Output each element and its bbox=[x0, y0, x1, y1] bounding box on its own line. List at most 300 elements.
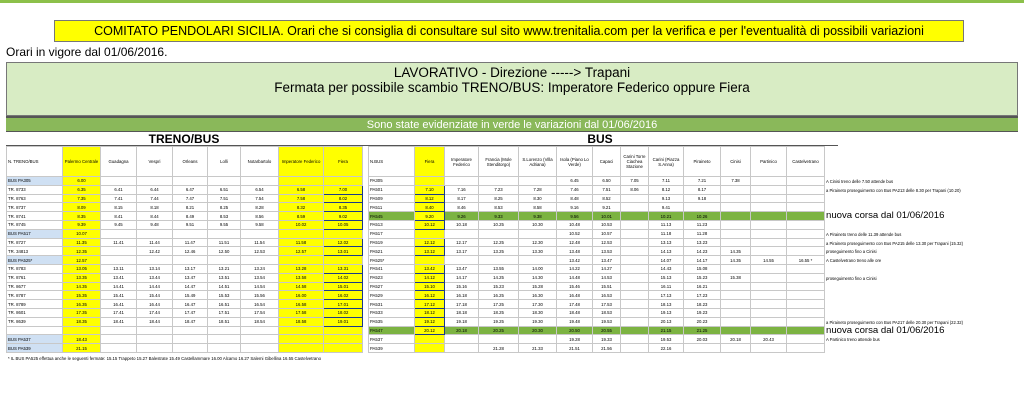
table-cell: 11.51 bbox=[208, 238, 241, 247]
table-cell: 21.25 bbox=[684, 326, 721, 335]
note: nuova corsa dal 01/06/2016 bbox=[826, 210, 945, 222]
table-cell: 8.59 bbox=[279, 212, 324, 221]
table-cell bbox=[519, 256, 557, 265]
table-cell bbox=[787, 308, 825, 317]
column-header: Lolli bbox=[208, 147, 241, 177]
table-row bbox=[369, 212, 825, 221]
table-cell bbox=[684, 344, 721, 353]
table-cell: 16.41 bbox=[101, 300, 137, 309]
table-cell: 9.26 bbox=[445, 212, 479, 221]
table-cell bbox=[751, 194, 787, 203]
table-cell bbox=[787, 229, 825, 238]
table-row bbox=[369, 308, 825, 317]
table-cell bbox=[445, 256, 479, 265]
validity-date: Orari in vigore dal 01/06/2016. bbox=[6, 45, 168, 59]
table-cell: 15.35 bbox=[63, 291, 101, 300]
table-cell: 15.28 bbox=[519, 282, 557, 291]
table-cell: 13.44 bbox=[137, 273, 173, 282]
table-cell: 18.51 bbox=[208, 317, 241, 326]
bus-section-header: BUS bbox=[362, 133, 838, 146]
table-cell: BUS PA305 bbox=[7, 177, 63, 186]
table-cell: 6.35 bbox=[63, 185, 101, 194]
table-cell bbox=[241, 326, 279, 335]
table-cell: 18.44 bbox=[137, 317, 173, 326]
table-cell: BUS PA517 bbox=[7, 229, 63, 238]
table-cell: 14.47 bbox=[173, 282, 208, 291]
table-cell: 18.48 bbox=[557, 308, 593, 317]
column-header: Vespri bbox=[137, 147, 173, 177]
note: nuova corsa dal 01/06/2016 bbox=[826, 324, 945, 336]
table-cell: TR. 8745 bbox=[7, 220, 63, 229]
table-cell bbox=[621, 194, 649, 203]
table-cell: 10.07 bbox=[63, 229, 101, 238]
table-cell bbox=[787, 238, 825, 247]
table-cell bbox=[173, 326, 208, 335]
table-cell: 21.51 bbox=[557, 344, 593, 353]
table-cell: 16.58 bbox=[279, 300, 324, 309]
table-cell: 13.28 bbox=[279, 264, 324, 273]
column-header: Carini Torre Ciachea Stazione bbox=[621, 147, 649, 177]
table-cell bbox=[279, 335, 324, 344]
table-cell: 12.57 bbox=[63, 256, 101, 265]
table-cell bbox=[415, 229, 445, 238]
table-cell bbox=[787, 177, 825, 186]
table-cell: 15.49 bbox=[173, 291, 208, 300]
table-cell bbox=[519, 177, 557, 186]
table-cell: 11.54 bbox=[241, 238, 279, 247]
table-row bbox=[7, 317, 363, 326]
table-cell: 17.01 bbox=[324, 300, 363, 309]
table-cell: 14.55 bbox=[751, 256, 787, 265]
table-cell: 14.54 bbox=[241, 282, 279, 291]
table-cell: 16.00 bbox=[279, 291, 324, 300]
table-cell: 8.44 bbox=[137, 212, 173, 221]
table-cell: 18.12 bbox=[415, 308, 445, 317]
table-cell: 15.51 bbox=[593, 282, 621, 291]
table-cell: PA519 bbox=[369, 238, 415, 247]
table-cell: 15.38 bbox=[721, 273, 751, 282]
table-row bbox=[369, 264, 825, 273]
table-cell: 20.18 bbox=[445, 326, 479, 335]
table-row bbox=[7, 282, 363, 291]
table-cell: TR. 8787 bbox=[7, 291, 63, 300]
table-cell: 19.12 bbox=[415, 317, 445, 326]
table-cell bbox=[787, 185, 825, 194]
title-box bbox=[6, 62, 1018, 116]
table-cell: 8.17 bbox=[684, 185, 721, 194]
table-cell bbox=[751, 238, 787, 247]
table-cell: 10.26 bbox=[684, 212, 721, 221]
column-header: Palermo Centrale bbox=[63, 147, 101, 177]
table-cell: 16.11 bbox=[649, 282, 684, 291]
table-row bbox=[7, 256, 363, 265]
table-cell: 16.02 bbox=[324, 291, 363, 300]
table-cell bbox=[721, 264, 751, 273]
note: a Piraineto proseguimento con Bus PA213 delle 8.30 per Trapani (10.20) bbox=[826, 187, 961, 193]
table-cell: BUS PA525* bbox=[7, 256, 63, 265]
table-cell: 19.48 bbox=[557, 317, 593, 326]
table-cell: 13.55 bbox=[479, 264, 519, 273]
table-cell: 21.15 bbox=[649, 326, 684, 335]
table-cell: PA501 bbox=[369, 185, 415, 194]
table-cell: 20.43 bbox=[751, 335, 787, 344]
table-cell: 14.30 bbox=[519, 273, 557, 282]
column-header: Fiera bbox=[324, 147, 363, 177]
table-cell: 13.23 bbox=[684, 238, 721, 247]
table-cell: 18.23 bbox=[684, 300, 721, 309]
table-cell: 9.48 bbox=[137, 220, 173, 229]
table-cell: 10.57 bbox=[593, 229, 621, 238]
table-cell: 8.53 bbox=[479, 203, 519, 212]
table-cell: 10.30 bbox=[519, 220, 557, 229]
table-row bbox=[369, 229, 825, 238]
table-cell: 7.38 bbox=[721, 177, 751, 186]
table-cell: 8.15 bbox=[101, 203, 137, 212]
table-cell: 16.18 bbox=[445, 291, 479, 300]
table-cell: 14.58 bbox=[279, 282, 324, 291]
table-cell bbox=[621, 256, 649, 265]
table-cell: 14.02 bbox=[324, 273, 363, 282]
table-cell: 7.47 bbox=[173, 194, 208, 203]
table-cell: 6.58 bbox=[279, 185, 324, 194]
table-cell: 20.13 bbox=[649, 317, 684, 326]
table-cell: 13.25 bbox=[479, 247, 519, 256]
note: proseguimento fino a Cinisi bbox=[826, 249, 877, 255]
table-cell bbox=[101, 344, 137, 353]
train-section-header: TRENO/BUS bbox=[6, 133, 362, 146]
table-cell bbox=[241, 229, 279, 238]
table-cell bbox=[751, 300, 787, 309]
table-cell: 7.11 bbox=[649, 177, 684, 186]
table-cell bbox=[173, 177, 208, 186]
table-cell: 18.54 bbox=[241, 317, 279, 326]
table-cell: 13.35 bbox=[63, 273, 101, 282]
table-cell: 14.35 bbox=[63, 282, 101, 291]
table-cell: 17.30 bbox=[519, 300, 557, 309]
table-row bbox=[7, 308, 363, 317]
table-cell bbox=[787, 273, 825, 282]
table-cell: 21.28 bbox=[479, 344, 519, 353]
table-cell: 16.35 bbox=[63, 300, 101, 309]
table-cell bbox=[621, 212, 649, 221]
table-row bbox=[369, 300, 825, 309]
table-cell bbox=[137, 344, 173, 353]
table-cell bbox=[621, 238, 649, 247]
table-cell: 17.35 bbox=[63, 308, 101, 317]
table-cell: 16.54 bbox=[241, 300, 279, 309]
table-cell: 8.21 bbox=[173, 203, 208, 212]
table-cell: TR. 8737 bbox=[7, 203, 63, 212]
table-cell bbox=[279, 177, 324, 186]
table-cell: 12.25 bbox=[479, 238, 519, 247]
table-cell: 8.35 bbox=[324, 203, 363, 212]
table-cell: 19.53 bbox=[649, 335, 684, 344]
table-cell bbox=[479, 177, 519, 186]
table-cell bbox=[751, 282, 787, 291]
table-cell bbox=[101, 256, 137, 265]
table-cell bbox=[445, 344, 479, 353]
table-cell: 15.56 bbox=[241, 291, 279, 300]
table-row bbox=[369, 326, 825, 335]
bus-timetable bbox=[368, 146, 825, 353]
table-cell: 9.16 bbox=[557, 203, 593, 212]
note: A Castelvetrano treno alle ore bbox=[826, 258, 882, 264]
table-cell: 18.58 bbox=[279, 317, 324, 326]
table-cell bbox=[137, 335, 173, 344]
table-cell: 12.02 bbox=[324, 238, 363, 247]
table-cell bbox=[279, 326, 324, 335]
table-cell bbox=[751, 203, 787, 212]
table-cell: TR. 8601 bbox=[7, 308, 63, 317]
table-cell: 14.27 bbox=[593, 264, 621, 273]
table-cell: 8.56 bbox=[241, 212, 279, 221]
table-cell: 9.33 bbox=[479, 212, 519, 221]
table-cell bbox=[621, 264, 649, 273]
table-cell: 13.47 bbox=[593, 256, 621, 265]
table-cell: 19.18 bbox=[445, 317, 479, 326]
table-cell: 20.12 bbox=[415, 326, 445, 335]
table-cell: 13.42 bbox=[415, 264, 445, 273]
table-cell: PA537 bbox=[369, 335, 415, 344]
table-cell bbox=[324, 344, 363, 353]
table-cell: 6.47 bbox=[173, 185, 208, 194]
table-cell bbox=[479, 229, 519, 238]
table-cell: 7.35 bbox=[63, 194, 101, 203]
table-row bbox=[7, 203, 363, 212]
table-cell: 6.00 bbox=[63, 177, 101, 186]
table-cell: PA541 bbox=[369, 264, 415, 273]
table-cell: 9.38 bbox=[519, 212, 557, 221]
table-cell: 14.35 bbox=[721, 256, 751, 265]
table-cell: 11.28 bbox=[684, 229, 721, 238]
table-cell bbox=[63, 326, 101, 335]
table-cell: 20.30 bbox=[519, 326, 557, 335]
table-cell: 16.30 bbox=[519, 291, 557, 300]
table-cell bbox=[324, 326, 363, 335]
table-cell bbox=[787, 212, 825, 221]
table-cell: 21.33 bbox=[519, 344, 557, 353]
table-cell: 7.23 bbox=[479, 185, 519, 194]
table-cell: 14.43 bbox=[649, 264, 684, 273]
table-cell: 21.56 bbox=[593, 344, 621, 353]
table-cell bbox=[787, 220, 825, 229]
table-cell: 18.41 bbox=[101, 317, 137, 326]
table-cell bbox=[137, 256, 173, 265]
table-cell: 7.00 bbox=[324, 185, 363, 194]
table-cell bbox=[415, 177, 445, 186]
table-cell bbox=[324, 229, 363, 238]
table-cell: 11.44 bbox=[137, 238, 173, 247]
table-cell bbox=[137, 326, 173, 335]
table-cell: 8.40 bbox=[415, 203, 445, 212]
table-cell: 13.51 bbox=[208, 273, 241, 282]
table-cell: 14.25 bbox=[479, 273, 519, 282]
table-row bbox=[7, 273, 363, 282]
table-cell: 15.23 bbox=[684, 273, 721, 282]
table-cell: 8.12 bbox=[415, 194, 445, 203]
table-cell: 7.28 bbox=[519, 185, 557, 194]
table-cell: 16.48 bbox=[557, 291, 593, 300]
committee-banner: COMITATO PENDOLARI SICILIA. Orari che si consiglia di consultare sul sito www.trenitalia.com per la verifica e per l'eventualità di possibili variazioni bbox=[54, 20, 964, 42]
table-cell: 14.22 bbox=[557, 264, 593, 273]
table-cell: 10.25 bbox=[479, 220, 519, 229]
table-cell bbox=[751, 247, 787, 256]
table-cell bbox=[721, 238, 751, 247]
table-cell: 8.12 bbox=[649, 185, 684, 194]
table-row bbox=[7, 177, 363, 186]
table-row bbox=[369, 194, 825, 203]
train-timetable bbox=[6, 146, 363, 353]
column-header: Imperatore Federico bbox=[279, 147, 324, 177]
table-cell bbox=[751, 308, 787, 317]
table-cell: 13.54 bbox=[241, 273, 279, 282]
table-cell: 14.53 bbox=[593, 273, 621, 282]
table-cell: 18.43 bbox=[63, 335, 101, 344]
column-header: Imperatore Federico bbox=[445, 147, 479, 177]
table-cell bbox=[241, 177, 279, 186]
table-cell: 16.51 bbox=[208, 300, 241, 309]
table-cell bbox=[101, 229, 137, 238]
table-cell: TR. 8783 bbox=[7, 264, 63, 273]
variations-strip: Sono state evidenziate in verde le variazioni dal 01/06/2016 bbox=[6, 118, 1018, 132]
table-cell: 13.05 bbox=[63, 264, 101, 273]
table-row bbox=[7, 185, 363, 194]
table-row bbox=[7, 194, 363, 203]
table-cell: PA305 bbox=[369, 177, 415, 186]
table-cell: 12.48 bbox=[557, 238, 593, 247]
table-cell bbox=[621, 229, 649, 238]
table-cell: 18.25 bbox=[479, 308, 519, 317]
table-cell bbox=[324, 256, 363, 265]
table-cell: 20.50 bbox=[557, 326, 593, 335]
table-cell: 13.24 bbox=[241, 264, 279, 273]
table-cell: 9.20 bbox=[415, 212, 445, 221]
table-cell: 8.25 bbox=[479, 194, 519, 203]
table-cell bbox=[101, 177, 137, 186]
table-cell: 8.32 bbox=[279, 203, 324, 212]
table-cell: 15.16 bbox=[445, 282, 479, 291]
table-cell bbox=[721, 185, 751, 194]
table-cell: 7.58 bbox=[279, 194, 324, 203]
table-cell bbox=[721, 212, 751, 221]
table-cell: 17.54 bbox=[241, 308, 279, 317]
table-cell: 7.16 bbox=[445, 185, 479, 194]
table-cell: 19.33 bbox=[593, 335, 621, 344]
table-cell: 15.10 bbox=[415, 282, 445, 291]
table-cell: 20.55 bbox=[593, 326, 621, 335]
table-row bbox=[7, 326, 363, 335]
table-cell: 9.02 bbox=[324, 212, 363, 221]
table-cell: PA533 bbox=[369, 308, 415, 317]
table-cell: 20.18 bbox=[721, 335, 751, 344]
title-interchange: Fermata per possibile scambio TRENO/BUS: Imperatore Federico oppure Fiera bbox=[274, 80, 750, 95]
table-cell bbox=[479, 335, 519, 344]
table-cell: 6.44 bbox=[137, 185, 173, 194]
column-header: Carini (Piazza S.Anna) bbox=[649, 147, 684, 177]
table-cell bbox=[721, 317, 751, 326]
table-cell: 7.46 bbox=[557, 185, 593, 194]
table-cell bbox=[173, 256, 208, 265]
table-cell: 7.41 bbox=[101, 194, 137, 203]
table-cell: 6.45 bbox=[557, 177, 593, 186]
table-cell bbox=[621, 344, 649, 353]
table-cell: 13.31 bbox=[324, 264, 363, 273]
table-row bbox=[7, 300, 363, 309]
table-cell: 7.54 bbox=[241, 194, 279, 203]
table-cell: 17.53 bbox=[593, 300, 621, 309]
table-cell: BUS PA539 bbox=[7, 344, 63, 353]
table-cell: 14.17 bbox=[684, 256, 721, 265]
table-cell: 9.13 bbox=[649, 194, 684, 203]
table-cell bbox=[751, 177, 787, 186]
table-cell: 9.41 bbox=[649, 203, 684, 212]
table-cell: 13.47 bbox=[173, 273, 208, 282]
table-row bbox=[369, 177, 825, 186]
table-row bbox=[7, 264, 363, 273]
table-cell: PA531 bbox=[369, 300, 415, 309]
table-cell: 12.57 bbox=[279, 247, 324, 256]
table-cell: BUS PA537 bbox=[7, 335, 63, 344]
note: proseguimento fino a Cinisi bbox=[826, 275, 877, 281]
table-cell: 18.13 bbox=[649, 300, 684, 309]
table-cell: 15.44 bbox=[137, 291, 173, 300]
table-cell: 15.01 bbox=[324, 282, 363, 291]
table-cell: 8.49 bbox=[173, 212, 208, 221]
table-row bbox=[7, 238, 363, 247]
column-header: S.Lorenzo (Villa Adriana) bbox=[519, 147, 557, 177]
table-cell: 8.53 bbox=[208, 212, 241, 221]
table-cell: 14.23 bbox=[684, 247, 721, 256]
table-cell bbox=[721, 229, 751, 238]
table-cell: 19.13 bbox=[649, 308, 684, 317]
table-cell: 16.12 bbox=[415, 291, 445, 300]
table-cell: PA509 bbox=[369, 194, 415, 203]
table-cell: 18.53 bbox=[593, 308, 621, 317]
table-cell bbox=[173, 344, 208, 353]
table-cell: 8.06 bbox=[621, 185, 649, 194]
table-cell bbox=[621, 317, 649, 326]
table-cell: 18.02 bbox=[324, 308, 363, 317]
table-cell bbox=[751, 317, 787, 326]
table-cell: 12.53 bbox=[241, 247, 279, 256]
table-cell: 8.18 bbox=[137, 203, 173, 212]
column-header: Piraineto bbox=[684, 147, 721, 177]
column-header: Francia (Mole Stenditorgo) bbox=[479, 147, 519, 177]
table-cell: 14.44 bbox=[137, 282, 173, 291]
table-cell bbox=[751, 185, 787, 194]
title-direction: LAVORATIVO - Direzione -----> Trapani bbox=[393, 65, 631, 80]
table-cell: PA535 bbox=[369, 317, 415, 326]
table-cell bbox=[751, 344, 787, 353]
table-cell: TR. 8727 bbox=[7, 238, 63, 247]
table-cell: 17.25 bbox=[479, 300, 519, 309]
table-cell: 15.08 bbox=[684, 264, 721, 273]
table-row bbox=[7, 229, 363, 238]
table-cell bbox=[721, 300, 751, 309]
table-cell: 8.02 bbox=[324, 194, 363, 203]
table-cell bbox=[208, 344, 241, 353]
table-row bbox=[7, 212, 363, 221]
table-cell bbox=[208, 229, 241, 238]
table-cell bbox=[721, 291, 751, 300]
table-cell: 9.51 bbox=[173, 220, 208, 229]
table-cell bbox=[173, 229, 208, 238]
table-cell bbox=[721, 194, 751, 203]
table-cell bbox=[279, 344, 324, 353]
table-cell: 13.17 bbox=[445, 247, 479, 256]
table-cell bbox=[621, 273, 649, 282]
table-cell: 12.46 bbox=[173, 247, 208, 256]
